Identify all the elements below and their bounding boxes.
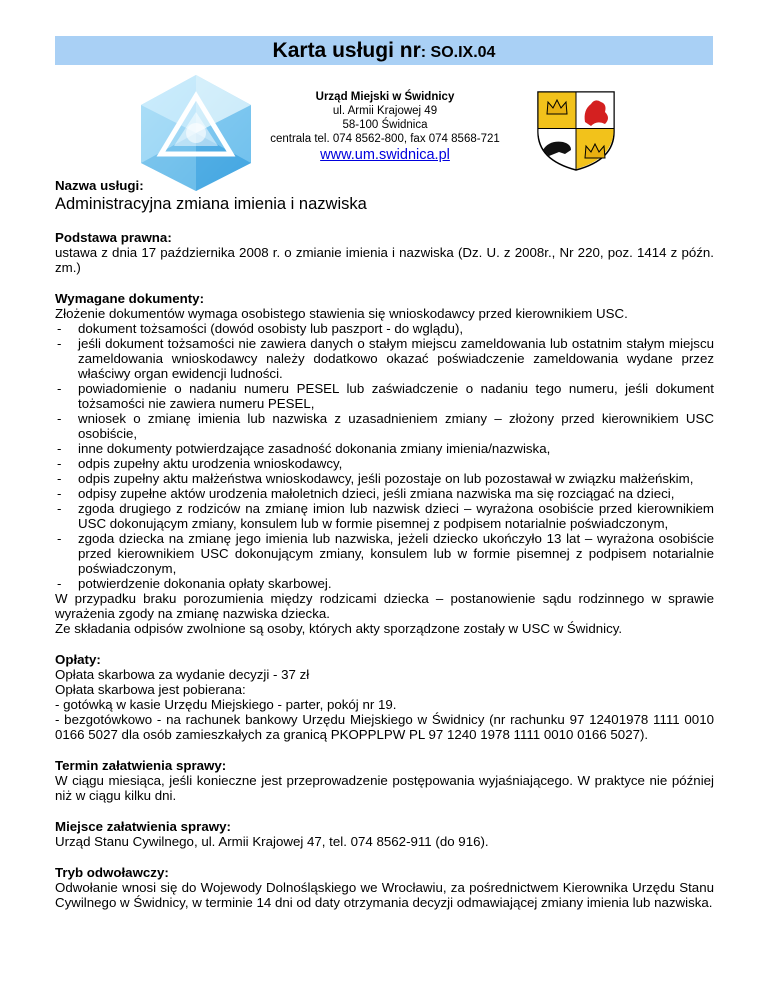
document-item-text: dokument tożsamości (dowód osobisty lub paszport - do wglądu), bbox=[78, 321, 464, 336]
office-city: 58-100 Świdnica bbox=[342, 119, 428, 131]
appeal-section bbox=[55, 865, 714, 910]
fees-transfer: - bezgotówkowo - na rachunek bankowy Urzędu Miejskiego w Świdnicy (nr rachunku 97 12401978 1111 0010 0166 5027 dla osób zamieszkałych za granicą PKOPPLPW PL 97 1240 1978 1111 0010 0166 5027). bbox=[55, 712, 714, 742]
place-label: Miejsce załatwienia sprawy: bbox=[55, 819, 231, 834]
deadline-text: W ciągu miesiąca, jeśli konieczne jest przeprowadzenie postępowania wyjaśniającego. W praktyce nie później niż w ciągu kilku dni. bbox=[55, 773, 714, 803]
document-item-text: wniosek o zmianę imienia lub nazwiska z uzasadnieniem zmiany – złożony przed kierownikiem USC osobiście, bbox=[78, 411, 714, 441]
fees-cash: - gotówką w kasie Urzędu Miejskiego - parter, pokój nr 19. bbox=[55, 697, 397, 712]
document-item: - wniosek o zmianę imienia lub nazwiska z uzasadnieniem zmiany – złożony przed kierownikiem USC osobiście, bbox=[57, 411, 714, 441]
document-item: - potwierdzenie dokonania opłaty skarbowej. bbox=[57, 576, 332, 591]
document-item-text: odpis zupełny aktu urodzenia wnioskodawcy, bbox=[78, 456, 343, 471]
content bbox=[55, 178, 714, 910]
document-item-text: zgoda dziecka na zmianę jego imienia lub nazwiska, jeżeli dziecko ukończyło 13 lat – wyrażona osobiście przed kierownikiem USC dokonującym zmiany, konsulem lub w formie pisemnej z podpisem notarialnie poświadczonym, bbox=[78, 531, 714, 576]
legal-text: ustawa z dnia 17 października 2008 r. o zmianie imienia i nazwiska (Dz. U. z 2008r., Nr 220, poz. 1414 z późn. zm.) bbox=[55, 245, 714, 275]
document-item-text: zgoda drugiego z rodziców na zmianę imion lub nazwisk dzieci – wyrażona osobiście przed kierownikiem USC dokonującym zmiany, konsulem lub w formie pisemnej z podpisem notarialnie poświadczonym, bbox=[78, 501, 714, 531]
fees-label: Opłaty: bbox=[55, 652, 101, 667]
service-name: Administracyjna zmiana imienia i nazwiska bbox=[55, 195, 367, 213]
legal-label: Podstawa prawna: bbox=[55, 230, 172, 245]
card-code: : SO.IX.04 bbox=[420, 44, 496, 61]
document-item: - odpis zupełny aktu małżeństwa wnioskodawcy, jeśli pozostaje on lub pozostawał w związku małżeńskim, bbox=[57, 471, 694, 486]
place-text: Urząd Stanu Cywilnego, ul. Armii Krajowej 47, tel. 074 8562-911 (do 916). bbox=[55, 834, 489, 849]
document-item: - powiadomienie o nadaniu numeru PESEL lub zaświadczenie o nadaniu tego numeru, jeśli dokument tożsamości nie zawiera numeru PESEL, bbox=[57, 381, 714, 411]
card-title: Karta usługi nr bbox=[272, 39, 421, 62]
fees-section bbox=[55, 652, 714, 742]
appeal-text: Odwołanie wnosi się do Wojewody Dolnośląskiego we Wrocławiu, za pośrednictwem Kierownika Urzędu Stanu Cywilnego w Świdnicy, w terminie 14 dni od daty otrzymania decyzji odmawiającej zmiany imienia lub nazwiska. bbox=[55, 880, 714, 910]
place-section bbox=[55, 819, 714, 849]
document-item-text: inne dokumenty potwierdzające zasadność dokonania zmiany imienia/nazwiska, bbox=[78, 441, 551, 456]
document-item: - odpis zupełny aktu urodzenia wnioskodawcy, bbox=[57, 456, 343, 471]
document-item-text: odpisy zupełne aktów urodzenia małoletnich dzieci, jeśli zmiana nazwiska ma się rozciągać na dzieci, bbox=[78, 486, 675, 501]
document-item-text: potwierdzenie dokonania opłaty skarbowej. bbox=[78, 576, 332, 591]
documents-note-court: W przypadku braku porozumienia między rodzicami dziecka – postanowienie sądu rodzinnego w sprawie wyrażenia zgody na zmianę nazwiska dziecka. bbox=[55, 591, 714, 621]
office-street: ul. Armii Krajowej 49 bbox=[332, 105, 438, 117]
fees-collected: Opłata skarbowa jest pobierana: bbox=[55, 682, 246, 697]
document-item: - inne dokumenty potwierdzające zasadność dokonania zmiany imienia/nazwiska, bbox=[57, 441, 551, 456]
document-item: - odpisy zupełne aktów urodzenia małoletnich dzieci, jeśli zmiana nazwiska ma się rozciągać na dzieci, bbox=[57, 486, 675, 501]
office-website-link[interactable]: www.um.swidnica.pl bbox=[320, 147, 450, 163]
coat-of-arms-icon bbox=[535, 88, 617, 172]
documents-note-exempt: Ze składania odpisów zwolnione są osoby, których akty sporządzone zostały w USC w Świdnicy. bbox=[55, 621, 623, 636]
service-section bbox=[55, 178, 714, 214]
legal-section bbox=[55, 230, 714, 275]
documents-intro: Złożenie dokumentów wymaga osobistego stawienia się wnioskodawcy przed kierownikiem USC. bbox=[55, 306, 628, 321]
office-address bbox=[235, 90, 535, 164]
office-phone: centrala tel. 074 8562-800, fax 074 8568-721 bbox=[270, 133, 500, 145]
title-bar bbox=[55, 36, 713, 65]
document-item-text: odpis zupełny aktu małżeństwa wnioskodawcy, jeśli pozostaje on lub pozostawał w związku małżeńskim, bbox=[78, 471, 694, 486]
service-label: Nazwa usługi: bbox=[55, 178, 144, 193]
deadline-label: Termin załatwienia sprawy: bbox=[55, 758, 227, 773]
document-item: - zgoda drugiego z rodziców na zmianę imion lub nazwisk dzieci – wyrażona osobiście przed kierownikiem USC dokonującym zmiany, konsulem lub w formie pisemnej z podpisem notarialnie poświadczonym, bbox=[57, 501, 714, 531]
deadline-section bbox=[55, 758, 714, 803]
documents-label: Wymagane dokumenty: bbox=[55, 291, 205, 306]
document-item-text: powiadomienie o nadaniu numeru PESEL lub zaświadczenie o nadaniu tego numeru, jeśli dokument tożsamości nie zawiera numeru PESEL, bbox=[78, 381, 714, 411]
appeal-label: Tryb odwoławczy: bbox=[55, 865, 169, 880]
office-name: Urząd Miejski w Świdnicy bbox=[315, 91, 455, 103]
document-item-text: jeśli dokument tożsamości nie zawiera danych o stałym miejscu zameldowania lub ostatnim stałym miejscu zameldowania wnioskodawcy należy dodatkowo okazać poświadczenie zameldowania wydane przez właściwy organ ewidencji ludności. bbox=[78, 336, 714, 381]
fees-amount: Opłata skarbowa za wydanie decyzji - 37 zł bbox=[55, 667, 310, 682]
documents-section bbox=[55, 291, 714, 636]
document-item: - dokument tożsamości (dowód osobisty lub paszport - do wglądu), bbox=[57, 321, 464, 336]
document-item: - zgoda dziecka na zmianę jego imienia lub nazwiska, jeżeli dziecko ukończyło 13 lat – wyrażona osobiście przed kierownikiem USC dokonującym zmiany, konsulem lub w formie pisemnej z podpisem notarialnie poświadczonym, bbox=[57, 531, 714, 576]
document-item: - jeśli dokument tożsamości nie zawiera danych o stałym miejscu zameldowania lub ostatnim stałym miejscu zameldowania wnioskodawcy należy dodatkowo okazać poświadczenie zameldowania wydane przez właściwy organ ewidencji ludności. bbox=[57, 336, 714, 381]
